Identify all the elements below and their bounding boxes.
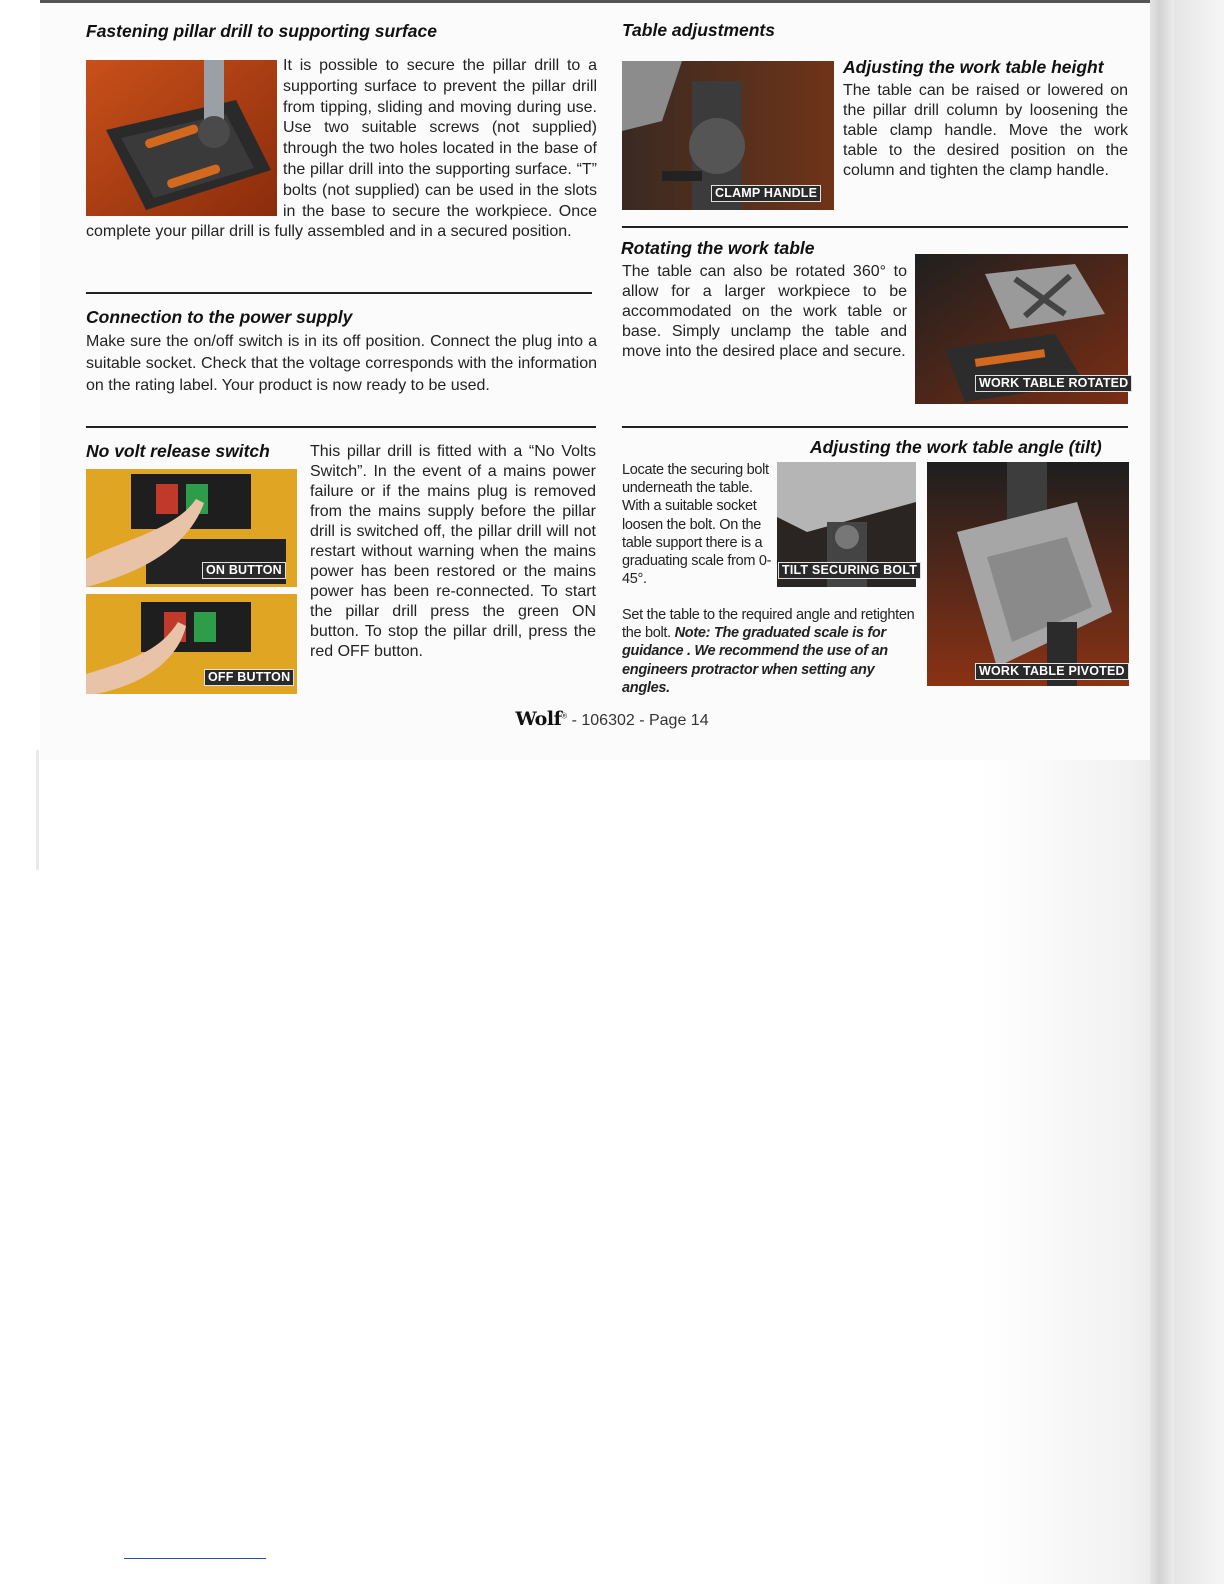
table-rotated-label: WORK TABLE ROTATED bbox=[975, 375, 1132, 392]
section-divider bbox=[622, 226, 1128, 228]
text-wrap-spacer bbox=[86, 56, 283, 216]
rotate-text: The table can also be rotated 360° to allow for a larger workpiece to be accommodated on the work table or base. Simply unclamp the table and move into the desired place and secure. bbox=[622, 263, 907, 360]
page-edge-left bbox=[36, 750, 39, 870]
no-volt-text: This pillar drill is fitted with a “No Volts Switch”. In the event of a mains power failure or if the mains plug is removed from the mains supply before the pillar drill is switched off, the pillar drill will not restart without warning when the mains power has been restored or the mains power has been re-connected. To start the pillar drill press the green ON button. To stop the pillar drill, press the red OFF button. bbox=[310, 443, 596, 660]
brand-logo: Wolf bbox=[515, 708, 562, 730]
registered-mark: ® bbox=[561, 711, 568, 721]
page-footer bbox=[0, 708, 1224, 730]
section-divider bbox=[86, 426, 596, 428]
table-adjust-title: Table adjustments bbox=[622, 20, 775, 40]
tilt-bolt-label: TILT SECURING BOLT bbox=[778, 562, 921, 579]
clamp-handle-label: CLAMP HANDLE bbox=[711, 185, 821, 202]
on-button-label: ON BUTTON bbox=[202, 562, 286, 579]
power-text: Make sure the on/off switch is in its off position. Connect the plug into a suitable socket. Check that the voltage corresponds with the information on the rating label. Your product is now ready to be used. bbox=[86, 333, 597, 394]
page-edge-shadow bbox=[1150, 0, 1174, 1584]
off-button-label: OFF BUTTON bbox=[204, 669, 294, 686]
table-pivoted-label: WORK TABLE PIVOTED bbox=[975, 663, 1129, 680]
top-rule bbox=[40, 0, 1150, 3]
fastening-title: Fastening pillar drill to supporting surface bbox=[86, 21, 438, 41]
tilt-text-wide-content: Set the table to the required angle and retighten the bolt. bbox=[622, 607, 915, 642]
table-pivoted-photo bbox=[927, 462, 1129, 686]
tilt-title: Adjusting the work table angle (tilt) bbox=[810, 437, 1102, 457]
fastening-text-content: It is possible to secure the pillar drill to a supporting surface to prevent the pillar drill from tipping, sliding and moving during use. Use two suitable screws (not supplied) through the two holes located in the base of the pillar drill into the supporting surface. “T” bolts (not supplied) can be used in the slots in the base to secure the workpiece. Once complete your pillar drill is fully assembled and in a secured position. bbox=[86, 57, 597, 241]
height-title: Adjusting the work table height bbox=[843, 57, 1104, 77]
power-title: Connection to the power supply bbox=[86, 307, 353, 327]
footer-page-text: - 106302 - Page 14 bbox=[567, 712, 709, 729]
rotate-title: Rotating the work table bbox=[621, 238, 815, 258]
bottom-link-line bbox=[124, 1558, 266, 1559]
height-text: The table can be raised or lowered on the pillar drill column by loosening the table clamp handle. Move the work table to the desired position on the column and tighten the clamp handle. bbox=[843, 82, 1128, 179]
no-volt-title: No volt release switch bbox=[86, 441, 270, 461]
tilt-note: Note: The graduated scale is for guidance . We recommend the use of an engineers protractor when setting any angles. bbox=[622, 625, 888, 696]
section-divider bbox=[622, 426, 1128, 428]
section-divider bbox=[86, 292, 592, 294]
fastening-text bbox=[86, 56, 597, 243]
tilt-text-narrow: Locate the securing bolt underneath the table. With a suitable socket loosen the bolt. On the table support there is a graduating scale from 0-45°. bbox=[622, 462, 772, 588]
tilt-text-wide bbox=[622, 606, 922, 697]
